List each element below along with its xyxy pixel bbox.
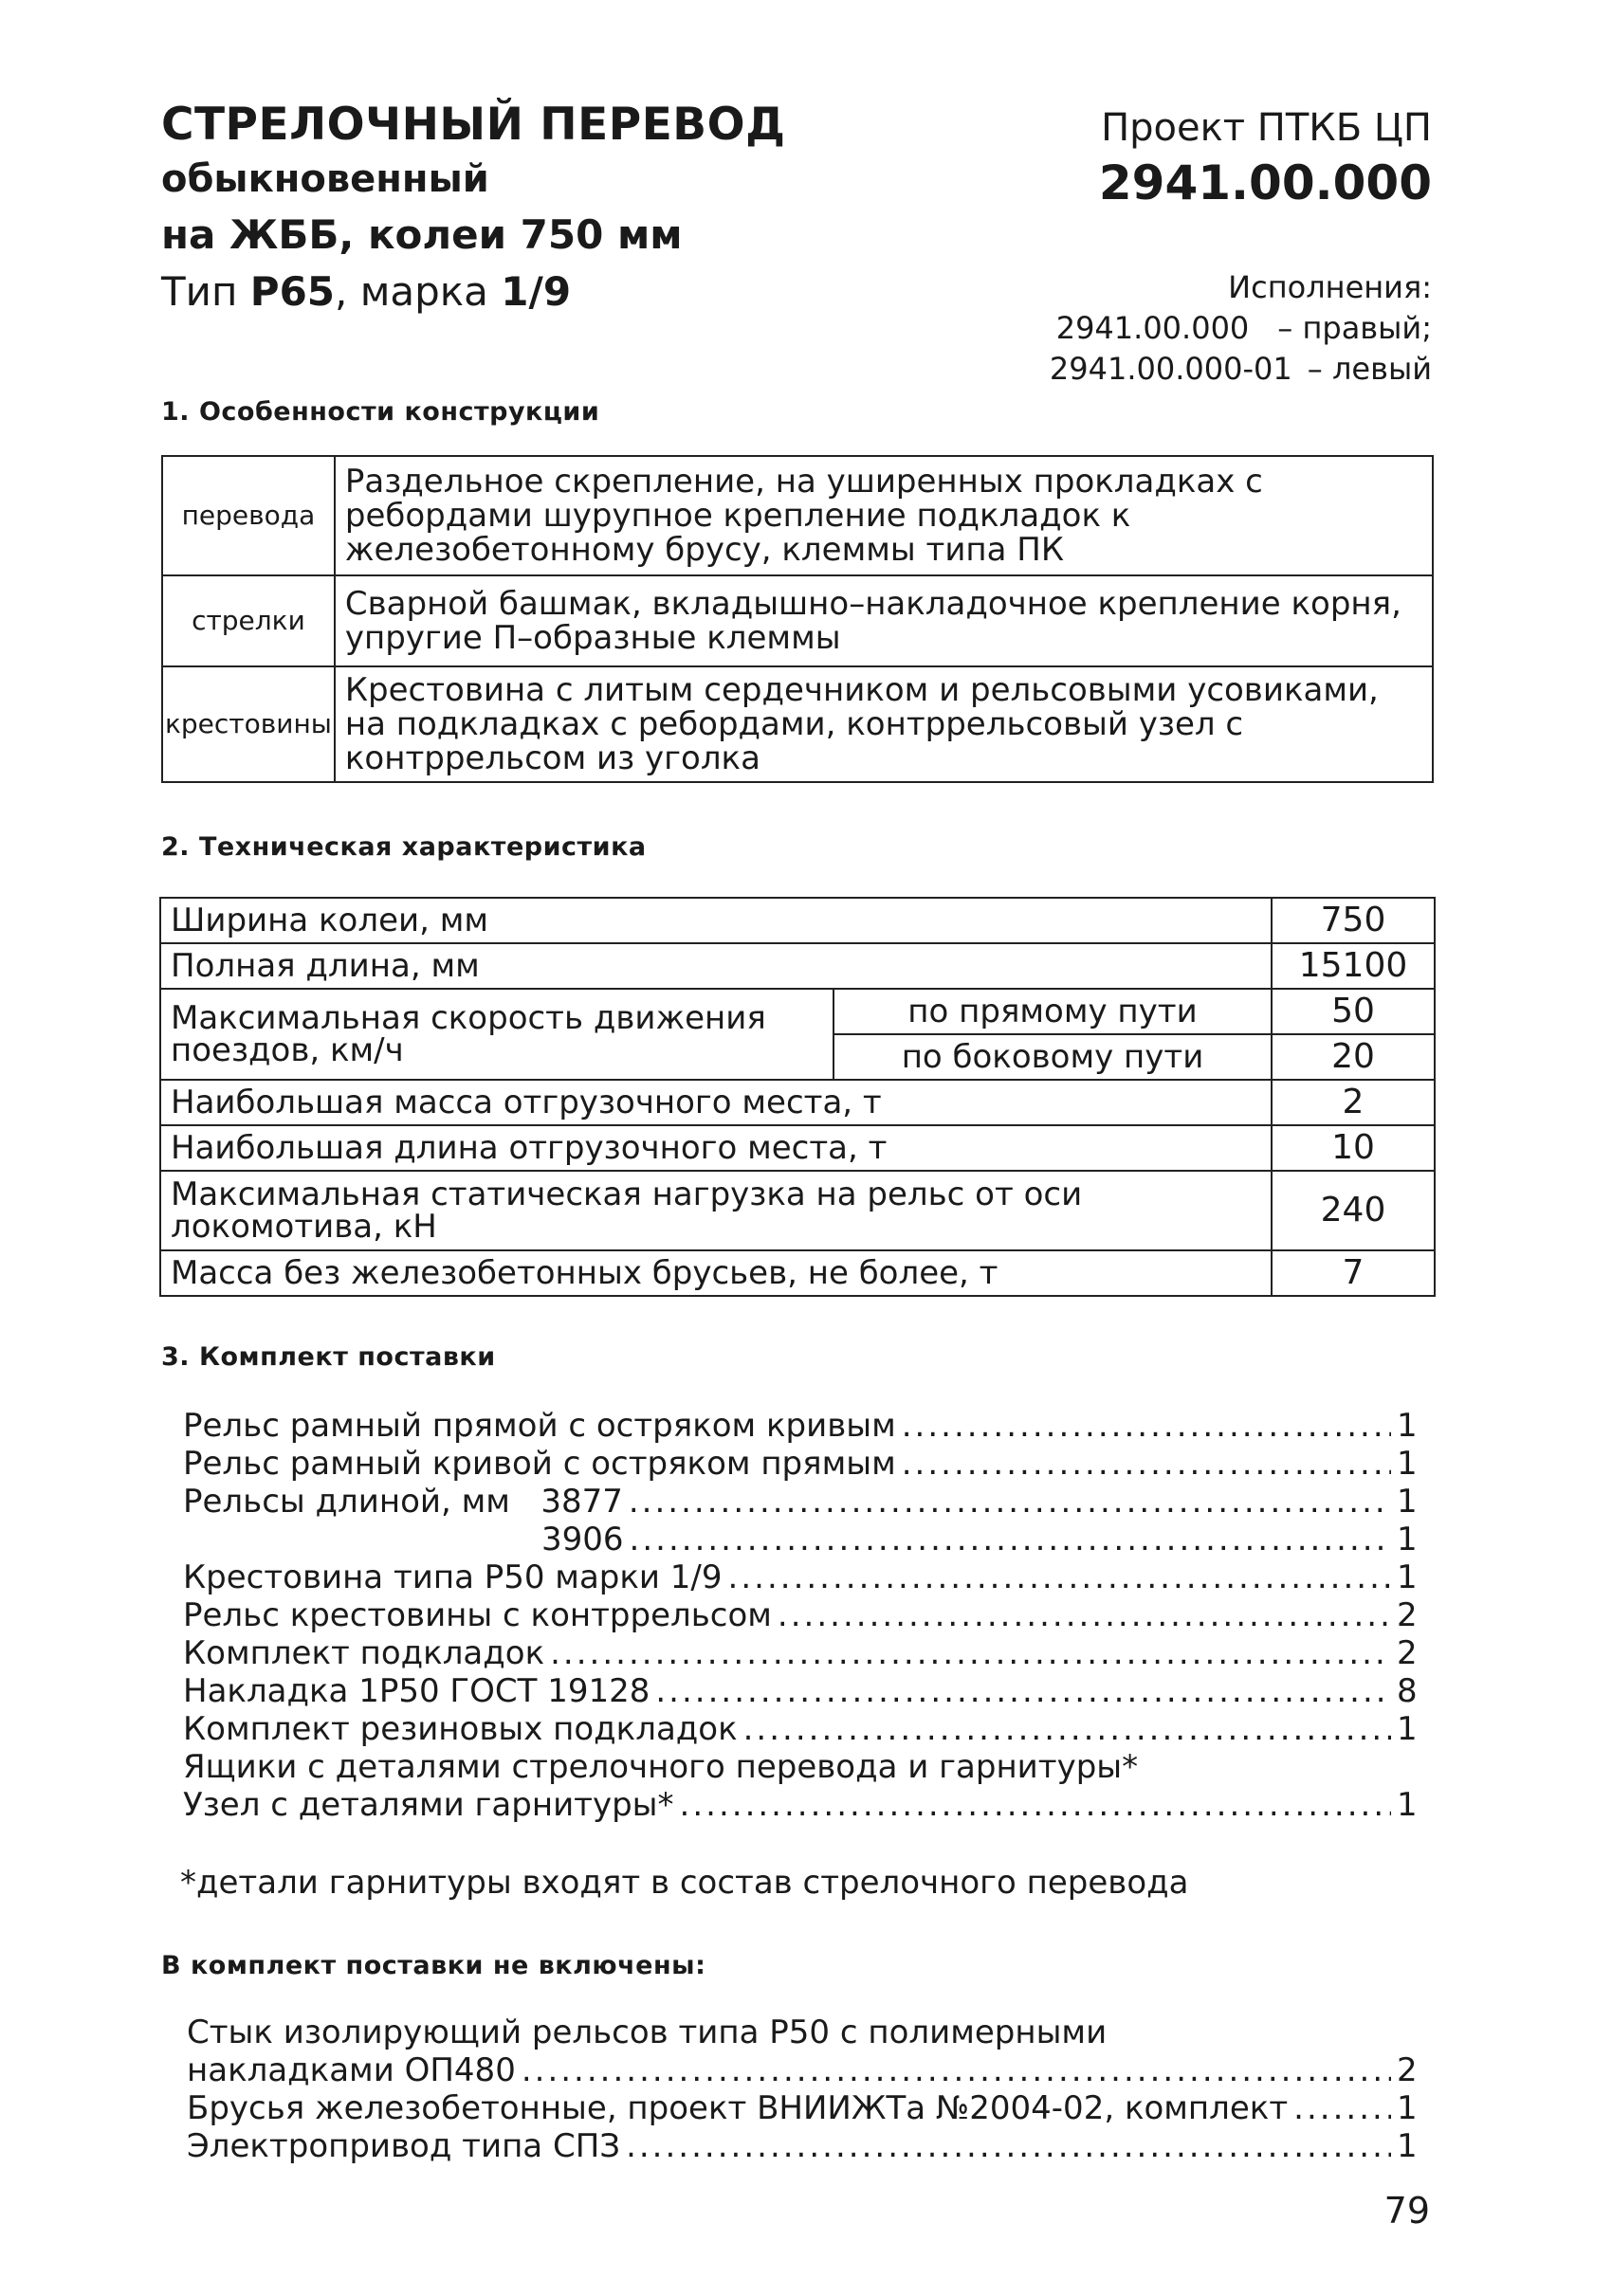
spec-value: 50 [1272, 989, 1435, 1034]
item-text: Крестовина типа Р50 марки 1/9 [183, 1558, 723, 1596]
list-item [183, 1672, 1416, 1710]
type-prefix: Тип [161, 268, 238, 315]
title-subline: обыкновенный [161, 157, 489, 201]
item-qty: 1 [1397, 1407, 1418, 1445]
table-row [160, 1125, 1435, 1171]
spec-value: 2 [1272, 1080, 1435, 1125]
leader-dots [655, 1672, 1391, 1710]
item-qty: 8 [1397, 1672, 1418, 1710]
item-qty: 1 [1397, 1710, 1418, 1748]
leader-dots [522, 2051, 1391, 2089]
item-text: Электропривод типа СПЗ [187, 2127, 621, 2165]
leader-dots [902, 1445, 1391, 1483]
feature-text: Раздельное скрепление, на уширенных прокладках с ребордами шурупное крепление подкладок к железобетонному брусу, клеммы типа ПК [335, 456, 1433, 575]
section-2-heading: 2. Техническая характеристика [161, 832, 647, 862]
item-text: Комплект резиновых подкладок [183, 1710, 738, 1748]
spec-label: Наибольшая длина отгрузочного места, т [160, 1125, 1272, 1171]
footnote: *детали гарнитуры входят в состав стрелочного перевода [180, 1864, 1189, 1902]
table-row [160, 989, 1435, 1034]
item-qty: 2 [1397, 2051, 1418, 2089]
spec-sublabel: по прямому пути [833, 989, 1272, 1034]
project-number: 2941.00.000 [1098, 155, 1432, 210]
item-qty: 1 [1397, 1483, 1418, 1521]
table-row [160, 1080, 1435, 1125]
leader-dots [728, 1558, 1391, 1596]
list-item [183, 1407, 1416, 1445]
page-number: 79 [1383, 2190, 1430, 2232]
list-item [183, 1521, 1416, 1558]
item-text: 3906 [541, 1521, 624, 1558]
leader-dots [902, 1407, 1391, 1445]
list-item [187, 2051, 1416, 2089]
variant-row [1050, 308, 1432, 349]
table-row [162, 666, 1433, 782]
variant-row [1050, 349, 1432, 390]
type-grade-line [161, 264, 785, 320]
variants-block [1050, 267, 1432, 390]
spec-value: 240 [1272, 1171, 1435, 1250]
item-qty: 1 [1397, 1445, 1418, 1483]
item-text: накладками ОП480 [187, 2051, 516, 2089]
item-qty: 1 [1397, 2089, 1418, 2127]
item-qty: 1 [1397, 2127, 1418, 2165]
item-qty: 1 [1397, 1521, 1418, 1558]
item-qty: 2 [1397, 1634, 1418, 1672]
specs-table [159, 897, 1436, 1297]
leader-dots [743, 1710, 1391, 1748]
leader-dots [629, 1483, 1391, 1521]
grade-prefix: , марка [335, 268, 488, 315]
project-block [1099, 102, 1432, 212]
delivery-list [183, 1407, 1416, 1824]
table-row [162, 575, 1433, 666]
spec-value: 10 [1272, 1125, 1435, 1171]
type-value: Р65 [249, 268, 336, 315]
list-item [187, 2127, 1416, 2165]
excluded-list [187, 2014, 1416, 2165]
list-item [187, 2014, 1416, 2051]
item-text: Рельс рамный прямой с остряком кривым [183, 1407, 896, 1445]
item-text: Рельсы длиной, мм 3877 [183, 1483, 623, 1521]
item-text: Брусья железобетонные, проект ВНИИЖТа №2004-02, комплект [187, 2089, 1289, 2127]
leader-dots [1293, 2089, 1391, 2127]
item-text: Накладка 1Р50 ГОСТ 19128 [183, 1672, 650, 1710]
variant-code: 2941.00.000 [1055, 310, 1250, 346]
list-item [187, 2089, 1416, 2127]
feature-label: перевода [162, 456, 335, 575]
features-table [161, 455, 1434, 783]
list-item [183, 1483, 1416, 1521]
section-3-heading: 3. Комплект поставки [161, 1342, 496, 1372]
leader-dots [550, 1634, 1391, 1672]
section-1-heading: 1. Особенности конструкции [161, 397, 600, 427]
document-title: СТРЕЛОЧНЫЙ ПЕРЕВОД [161, 99, 786, 151]
list-item [183, 1786, 1416, 1824]
spec-label: Масса без железобетонных брусьев, не более, т [160, 1250, 1272, 1296]
list-item [183, 1748, 1416, 1786]
spec-label: Полная длина, мм [160, 943, 1272, 989]
project-label: Проект ПТКБ ЦП [1101, 106, 1432, 150]
list-item [183, 1558, 1416, 1596]
spec-value: 15100 [1272, 943, 1435, 989]
list-item [183, 1596, 1416, 1634]
feature-label: крестовины [162, 666, 335, 782]
list-item [183, 1634, 1416, 1672]
item-text: Рельс крестовины с контррельсом [183, 1596, 772, 1634]
item-qty: 1 [1397, 1786, 1418, 1824]
table-row [160, 1250, 1435, 1296]
feature-text: Крестовина с литым сердечником и рельсовыми усовиками, на подкладках с ребордами, контррельсовый узел с контррельсом из уголка [335, 666, 1433, 782]
feature-text: Сварной башмак, вкладышно–накладочное крепление корня, упругие П–образные клеммы [335, 575, 1433, 666]
grade-value: 1/9 [501, 268, 572, 315]
spec-label: Максимальная статическая нагрузка на рельс от оси локомотива, кН [160, 1171, 1272, 1250]
spec-label: Ширина колеи, мм [160, 898, 1272, 943]
item-text: Комплект подкладок [183, 1634, 545, 1672]
item-qty: 2 [1397, 1596, 1418, 1634]
leader-dots [778, 1596, 1391, 1634]
spec-value: 20 [1272, 1034, 1435, 1080]
list-item [183, 1445, 1416, 1483]
variant-side: – правый; [1277, 310, 1432, 346]
list-item [183, 1710, 1416, 1748]
item-text: Узел с деталями гарнитуры* [183, 1786, 674, 1824]
table-row [162, 456, 1433, 575]
leader-dots [630, 1521, 1391, 1558]
spec-label: Максимальная скорость движения поездов, км/ч [160, 989, 833, 1080]
excluded-heading: В комплект поставки не включены: [161, 1951, 706, 1980]
table-row [160, 1171, 1435, 1250]
table-row [160, 943, 1435, 989]
item-text: Стык изолирующий рельсов типа Р50 с полимерными [187, 2014, 1108, 2051]
spec-value: 7 [1272, 1250, 1435, 1296]
spec-sublabel: по боковому пути [833, 1034, 1272, 1080]
title-gauge-line: на ЖББ, колеи 750 мм [161, 211, 683, 258]
variant-side: – левый [1307, 351, 1432, 387]
variant-code: 2941.00.000-01 [1049, 351, 1292, 387]
item-text: Рельс рамный кривой с остряком прямым [183, 1445, 896, 1483]
leader-dots [680, 1786, 1391, 1824]
feature-label: стрелки [162, 575, 335, 666]
table-row [160, 898, 1435, 943]
item-qty: 1 [1397, 1558, 1418, 1596]
leader-dots [626, 2127, 1391, 2165]
item-text: Ящики с деталями стрелочного перевода и гарнитуры* [183, 1748, 1139, 1786]
variants-label: Исполнения: [1228, 269, 1432, 305]
title-block [161, 99, 785, 320]
spec-value: 750 [1272, 898, 1435, 943]
spec-label: Наибольшая масса отгрузочного места, т [160, 1080, 1272, 1125]
